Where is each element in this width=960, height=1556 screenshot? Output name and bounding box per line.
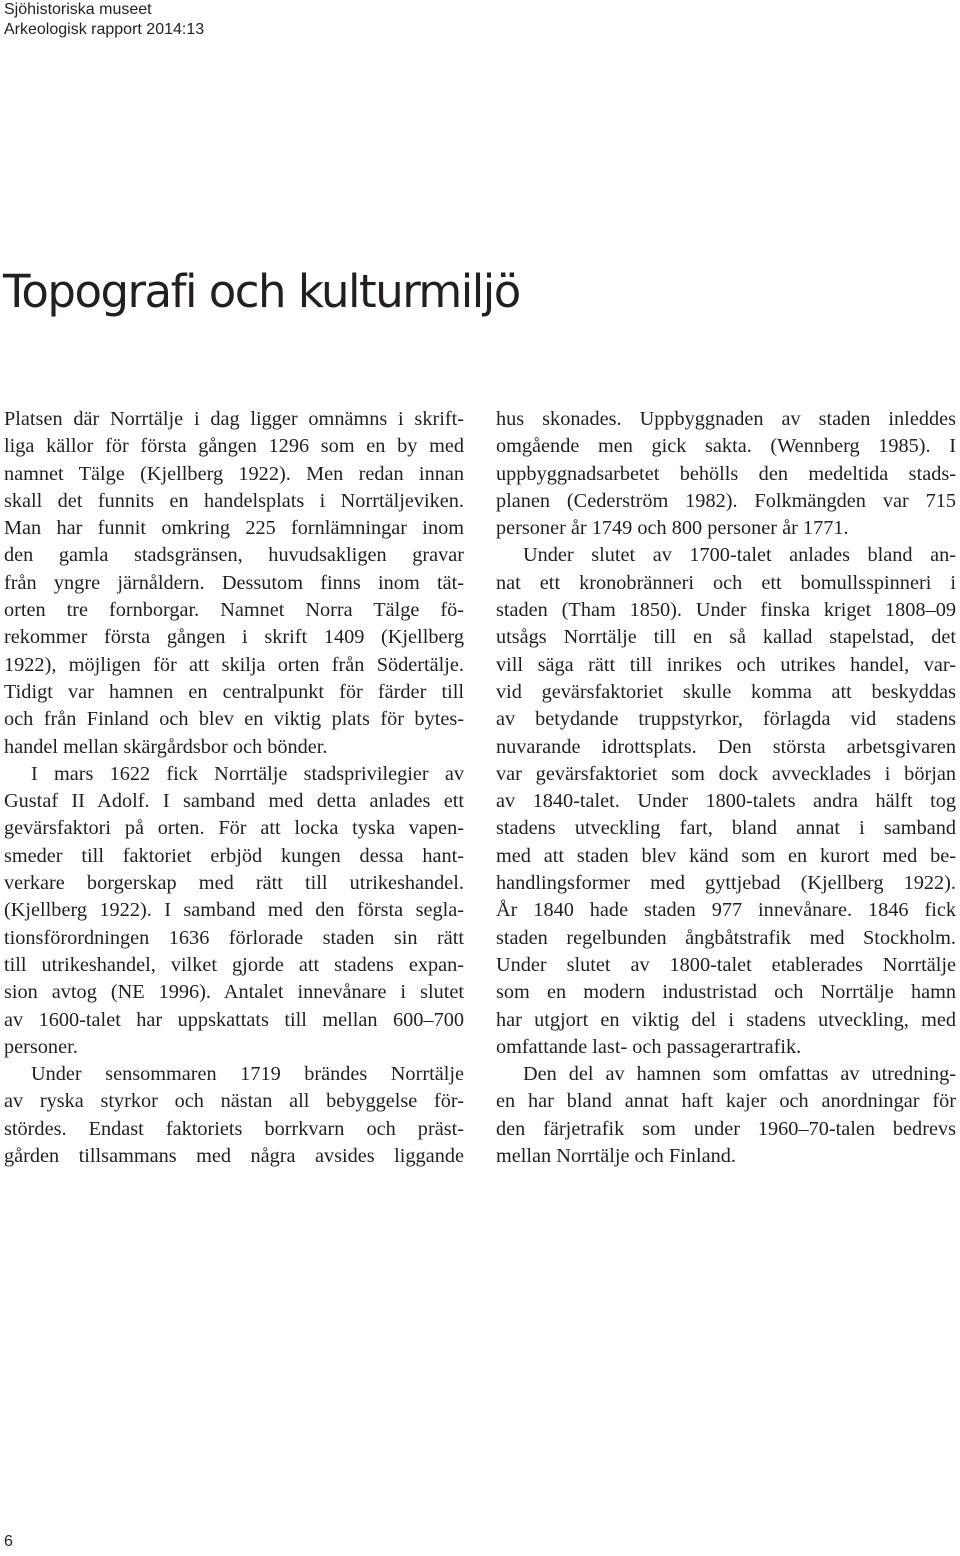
text-line: och från Finland och blev en viktig plats för bytes- bbox=[4, 708, 464, 731]
text-line: av 1840-talet. Under 1800-talets andra hälft tog bbox=[496, 790, 956, 813]
text-line: mellan Norrtälje och Finland. bbox=[496, 1145, 736, 1168]
text-line: utsågs Norrtälje till en så kallad stapelstad, det bbox=[496, 626, 956, 649]
text-line: Under sensommaren 1719 brändes Norrtälje bbox=[31, 1063, 464, 1086]
text-line: gevärsfaktori på orten. För att locka tyska vapen- bbox=[4, 817, 464, 840]
text-line: vill säga rätt till inrikes och utrikes handel, var- bbox=[496, 653, 956, 676]
text-line: staden (Tham 1850). Under finska kriget 1808–09 bbox=[496, 599, 956, 622]
text-line: rekommer första gången i skrift 1409 (Kjellberg bbox=[4, 626, 464, 649]
text-line: den gamla stadsgränsen, huvudsakligen gravar bbox=[4, 544, 464, 567]
text-line: av 1600-talet har uppskattats till mellan 600–700 bbox=[4, 1008, 464, 1031]
text-line: Platsen där Norrtälje i dag ligger omnämns i skrift- bbox=[4, 408, 464, 430]
text-line: smeder till faktoriet erbjöd kungen dessa hant- bbox=[4, 844, 464, 867]
report-number: Arkeologisk rapport 2014:13 bbox=[4, 21, 205, 38]
text-line: Under slutet av 1800-talet etablerades Norrtälje bbox=[496, 953, 956, 976]
text-line: (Kjellberg 1922). I samband med den första segla- bbox=[4, 899, 464, 922]
text-line: personer år 1749 och 800 personer år 1771. bbox=[496, 517, 849, 540]
text-line: Den del av hamnen som omfattas av utredning- bbox=[523, 1063, 956, 1086]
text-line: verkare borgerskap med rätt till utrikeshandel. bbox=[4, 872, 464, 895]
text-line: sion avtog (NE 1996). Antalet innevånare i slutet bbox=[4, 981, 464, 1004]
text-line: handel mellan skärgårdsbor och bönder. bbox=[4, 735, 328, 758]
text-line: planen (Cederström 1982). Folkmängden var 715 bbox=[496, 489, 956, 512]
text-line: till utrikeshandel, vilket gjorde att stadens expan- bbox=[4, 953, 464, 976]
text-line: Man har funnit omkring 225 fornlämningar inom bbox=[4, 517, 464, 540]
text-line: den färjetrafik som under 1960–70-talen bedrevs bbox=[496, 1117, 956, 1140]
text-line: gården tillsammans med några avsides liggande bbox=[4, 1145, 464, 1168]
text-line: omgående men gick sakta. (Wennberg 1985). I bbox=[496, 435, 956, 458]
left-text-column bbox=[4, 406, 464, 1170]
running-header bbox=[4, 0, 204, 40]
text-line: skall det funnits en handelsplats i Norrtäljeviken. bbox=[4, 489, 464, 512]
text-line: Gustaf II Adolf. I samband med detta anlades ett bbox=[4, 790, 464, 813]
text-line: tionsförordningen 1636 förlorade staden sin rätt bbox=[4, 926, 464, 949]
text-line: hus skonades. Uppbyggnaden av staden inleddes bbox=[496, 408, 956, 430]
text-line: namnet Tälge (Kjellberg 1922). Men redan innan bbox=[4, 462, 464, 485]
publisher-name: Sjöhistoriska museet bbox=[4, 1, 152, 18]
text-line: har utgjort en viktig del i stadens utveckling, med bbox=[496, 1008, 956, 1031]
text-line: vid gevärsfaktoriet skulle komma att beskyddas bbox=[496, 680, 956, 703]
right-text-column bbox=[496, 406, 956, 1170]
text-line: stadens utveckling fart, bland annat i samband bbox=[496, 817, 956, 840]
text-line: I mars 1622 fick Norrtälje stadsprivilegier av bbox=[31, 762, 464, 785]
text-line: nat ett kronobränneri och ett bomullsspinneri i bbox=[496, 571, 956, 594]
text-line: Tidigt var hamnen en centralpunkt för färder till bbox=[4, 680, 464, 703]
text-line: 1922), möjligen för att skilja orten från Södertälje. bbox=[4, 653, 464, 676]
text-line: en har bland annat haft kajer och anordningar för bbox=[496, 1090, 956, 1113]
text-line: från yngre järnåldern. Dessutom finns inom tät- bbox=[4, 571, 464, 594]
text-line: Under slutet av 1700-talet anlades bland an- bbox=[523, 544, 956, 567]
text-line: uppbyggnadsarbetet behölls den medeltida stads- bbox=[496, 462, 956, 485]
text-line: som en modern industristad och Norrtälje hamn bbox=[496, 981, 956, 1004]
text-line: orten tre fornborgar. Namnet Norra Tälge fö- bbox=[4, 599, 464, 622]
text-line: handlingsformer med gyttjebad (Kjellberg 1922). bbox=[496, 872, 956, 895]
page-title: Topografi och kulturmiljö bbox=[3, 265, 520, 318]
text-line: personer. bbox=[4, 1035, 78, 1058]
text-line: stördes. Endast faktoriets borrkvarn och präst- bbox=[4, 1117, 464, 1140]
text-line: omfattande last- och passagerartrafik. bbox=[496, 1035, 802, 1058]
text-line: var gevärsfaktoriet som dock avvecklades i början bbox=[496, 762, 956, 785]
text-line: liga källor för första gången 1296 som en by med bbox=[4, 435, 464, 458]
text-line: nuvarande idrottsplats. Den största arbetsgivaren bbox=[496, 735, 956, 758]
text-line: med att staden blev känd som en kurort med be- bbox=[496, 844, 956, 867]
text-line: av ryska styrkor och nästan all bebyggelse för- bbox=[4, 1090, 464, 1113]
text-line: År 1840 hade staden 977 innevånare. 1846 fick bbox=[496, 899, 956, 922]
page-number: 6 bbox=[4, 1533, 13, 1550]
text-line: staden regelbunden ångbåtstrafik med Stockholm. bbox=[496, 926, 956, 949]
text-line: av betydande truppstyrkor, förlagda vid stadens bbox=[496, 708, 956, 731]
